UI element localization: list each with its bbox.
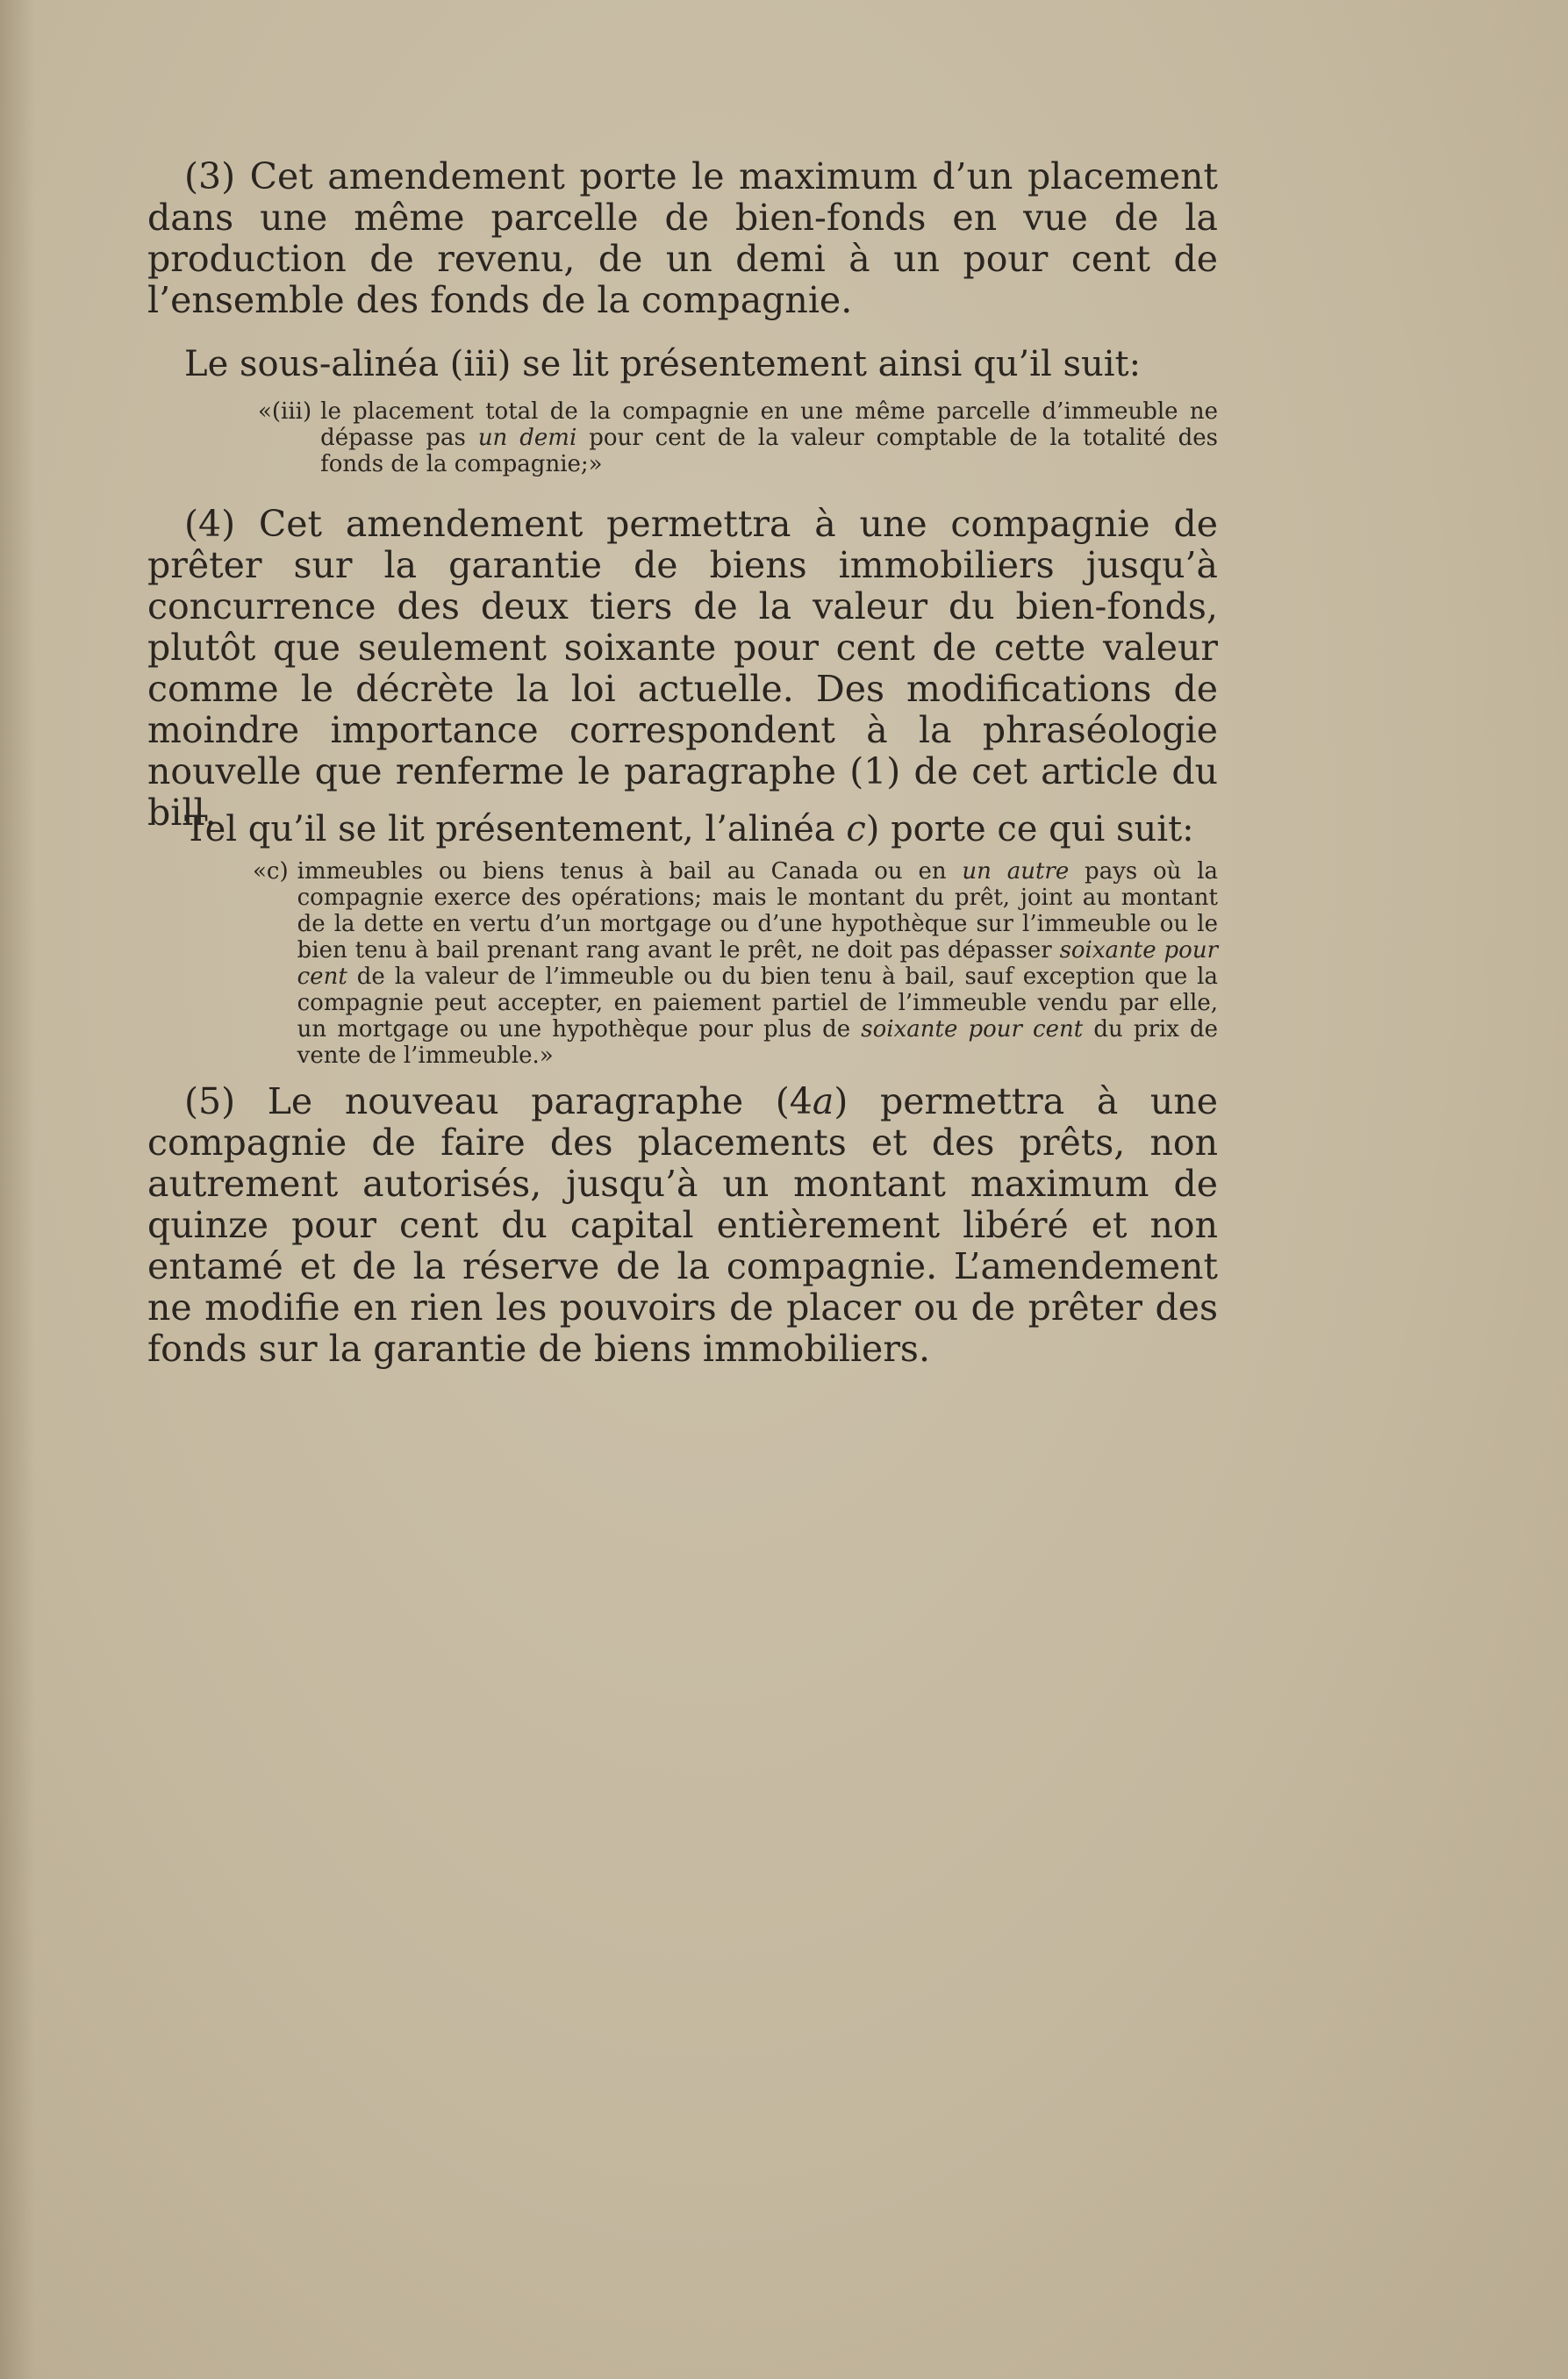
quote-iii-mark: «(iii) [258, 398, 312, 425]
quote-c-t1: immeubles ou biens tenus à bail au Canada ou en [297, 858, 947, 885]
quote-c-i2: soixante pour cent [297, 937, 1219, 990]
lead-paragraph-c [147, 809, 1218, 850]
paragraph-5-before: (5) Le nouveau paragraphe (4 [184, 1080, 813, 1122]
quote-c-i1: un autre [962, 858, 1070, 885]
quote-c-t2: pays où la compagnie exerce des opérations; mais le montant du prêt, joint au montant de la dette en vertu d’un mortgage ou d’une hypothèque sur l’immeuble ou le bien tenu à bail prenant rang avant le prêt, ne doit pas dépasser [297, 858, 1219, 964]
lead-c-text [147, 809, 1218, 850]
quote-c-t4: du prix de vente de l’immeuble.» [297, 1016, 1219, 1069]
lead-c-italic: c [846, 809, 866, 849]
lead-sub-paragraph-iii [147, 344, 1218, 385]
quote-c-t3: de la valeur de l’immeuble ou du bien tenu à bail, sauf exception que la compagnie peut accepter, en paiement partiel de l’immeuble vendu par elle, un mortgage ou une hypothèque pour plus de [297, 964, 1218, 1043]
paragraph-5-italic: a [812, 1080, 834, 1122]
quote-c-text [297, 858, 1218, 1069]
paragraph-5-after: ) permettra à une compagnie de faire des placements et des prêts, non autrement autorisés, jusqu’à un montant maximum de quinze pour cent du capital entièrement libéré et non entamé et de la réserve de la compagnie. L’amendement ne modifie en rien les pouvoirs de placer ou de prêter des fonds sur la garantie de biens immobiliers. [147, 1080, 1218, 1370]
paragraph-3-text: (3) Cet amendement porte le maximum d’un placement dans une même parcelle de bien-fonds en vue de la production de revenu, de un demi à un pour cent de l’ensemble des fonds de la compagnie. [147, 155, 1218, 321]
quote-c-i3: soixante pour cent [861, 1016, 1084, 1043]
paragraph-4 [147, 504, 1218, 834]
lead-iii-text: Le sous-alinéa (iii) se lit présentement ainsi qu’il suit: [184, 344, 1142, 384]
quote-iii-italic: un demi [477, 425, 577, 451]
quote-iii-text [320, 398, 1218, 477]
quote-iii-block [147, 398, 1218, 477]
paragraph-5 [147, 1081, 1218, 1370]
page-edge-shadow [0, 0, 35, 2379]
paragraph-3 [147, 156, 1218, 321]
quote-c-block [147, 858, 1218, 1069]
lead-c-before: Tel qu’il se lit présentement, l’alinéa [184, 809, 835, 849]
quote-c [147, 858, 1218, 1069]
quote-iii [147, 398, 1218, 477]
paragraph-4-text: (4) Cet amendement permettra à une compagnie de prêter sur la garantie de biens immobiliers jusqu’à concurrence des deux tiers de la valeur du bien-fonds, plutôt que seulement soixante pour cent de cette valeur comme le décrète la loi actuelle. Des modifications de moindre importance correspondent à la phraséologie nouvelle que renferme le paragraphe (1) de cet article du bill. [147, 503, 1218, 834]
lead-c-after: ) porte ce qui suit: [865, 809, 1194, 849]
quote-iii-text-after: pour cent de la valeur comptable de la totalité des fonds de la compagnie;» [320, 425, 1219, 477]
quote-iii-text-before: le placement total de la compagnie en une même parcelle d’immeuble ne dépasse pas [320, 398, 1218, 451]
paragraph-5-text [147, 1081, 1218, 1370]
quote-c-mark: «c) [253, 858, 289, 885]
